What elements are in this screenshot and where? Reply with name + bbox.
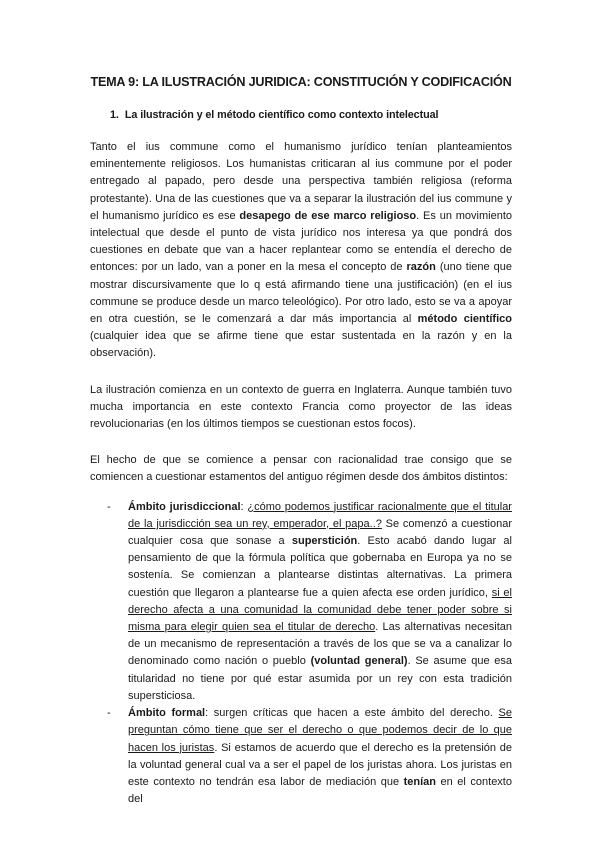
bullet-1-text-4: . Se asume que esa titularidad no tiene por qué estar asumida por un rey con esta tradición supersticiosa.	[128, 655, 513, 702]
p1-text-3: (uno tiene que mostrar discursivamente que lo q está afirmando tiene una justificación) (en el ius commune se produce desde un marco teleológico). Por otro lado, esto se va a apoyar en otra cuestión, se le comenzará a dar más importancia al	[90, 261, 512, 326]
paragraph-1	[90, 139, 512, 363]
section-heading-text: La ilustración y el método científico como contexto intelectual	[124, 109, 439, 121]
section-heading	[110, 108, 512, 123]
bullet-2-label: Ámbito formal	[128, 707, 206, 720]
dash-bullet: -	[107, 500, 111, 513]
bullet-1-label: Ámbito jurisdiccional	[128, 500, 241, 513]
bullet-1-bold-voluntad: (voluntad general)	[310, 655, 408, 668]
bullet-2-text-2: . Si estamos de acuerdo que el derecho es la pretensión de la voluntad general cual va a ser el papel de los juristas ahora. Los juristas en este contexto no tendrán esa labor de mediación que	[128, 741, 512, 788]
paragraph-3: El hecho de que se comience a pensar con racionalidad trae consigo que se comiencen a cuestionar estamentos del antiguo régimen desde dos ámbitos distintos:	[90, 454, 512, 484]
bullet-1-underline-1: ¿cómo podemos justificar racionalmente que el titular de la jurisdicción sea un rey, emperador, el papa..?	[128, 500, 512, 530]
dash-bullet: -	[107, 707, 111, 720]
list-item-formal	[90, 705, 512, 808]
bullet-2-text-3: en el contexto del	[128, 775, 512, 806]
bullet-2-text-1: : surgen críticas que hacen a este ámbito del derecho.	[205, 707, 499, 720]
p1-bold-metodo: método científico	[417, 313, 512, 326]
bullet-2-underline-1: Se preguntan cómo tiene que ser el derecho o que podemos decir de lo que hacen los juristas	[128, 707, 513, 754]
p1-bold-razon: razón	[406, 261, 436, 274]
p1-text-2: . Es un movimiento intelectual que desde el punto de vista jurídico nos interesa ya que pondrá dos cuestiones en debate que van a hacer replantear como se entendía el derecho de entonces: por un lado, van a poner en la mesa el concepto de	[90, 209, 513, 274]
bullet-1-text-1: Se comenzó a cuestionar cualquier cosa que sonase a	[128, 517, 512, 548]
p1-text-4: (cualquier idea que se afirme tiene que estar sustentada en la razón y en la observación).	[90, 330, 512, 360]
bullet-1-underline-2: si el derecho afecta a una comunidad la comunidad debe tener poder sobre si misma para elegir quien sea el titular de derecho	[128, 586, 512, 634]
bullet-1-text-2: . Esto acabó dando lugar al pensamiento de que la fórmula política que gobernaba en Europa ya no se sostenía. Se comienzan a plantearse distintas alternativas. La primera cuestión que llegaron a plantearse fue a quien afecta ese orden jurídico,	[128, 535, 512, 599]
bullet-1-text-3: . Las alternativas necesitan de un mecanismo de representación a través de los que se va a canalizar lo denominado como nación o pueblo	[128, 621, 512, 668]
paragraph-2: La ilustración comienza en un contexto de guerra en Inglaterra. Aunque también tuvo mucha importancia en este contexto Francia como proyector de las ideas revolucionarias (en los últimos tiempos se cuestionan estos focos).	[90, 383, 512, 431]
document-title: TEMA 9: LA ILUSTRACIÓN JURIDICA: CONSTITUCIÓN Y CODIFICACIÓN	[90, 75, 512, 89]
bullet-1-colon: :	[240, 500, 248, 513]
section-number: 1.	[110, 109, 119, 121]
p1-text-1: Tanto el ius commune como el humanismo jurídico tenían planteamientos eminentemente religiosos. Los humanistas criticaran al ius commune por el poder entregado al papado, pero desde una perspectiva también religiosa (reforma protestante). Una de las cuestiones que va a separar la ilustración del ius commune y el humanismo jurídico es ese	[90, 141, 512, 222]
p1-bold-desapego: desapego de ese marco religioso	[239, 209, 417, 222]
bullet-1-bold-supersticion: superstición	[291, 535, 358, 548]
bullet-2-bold-tenian: tenían	[403, 775, 437, 788]
list-item-jurisdiccional	[90, 499, 512, 705]
bullet-list	[90, 499, 512, 809]
